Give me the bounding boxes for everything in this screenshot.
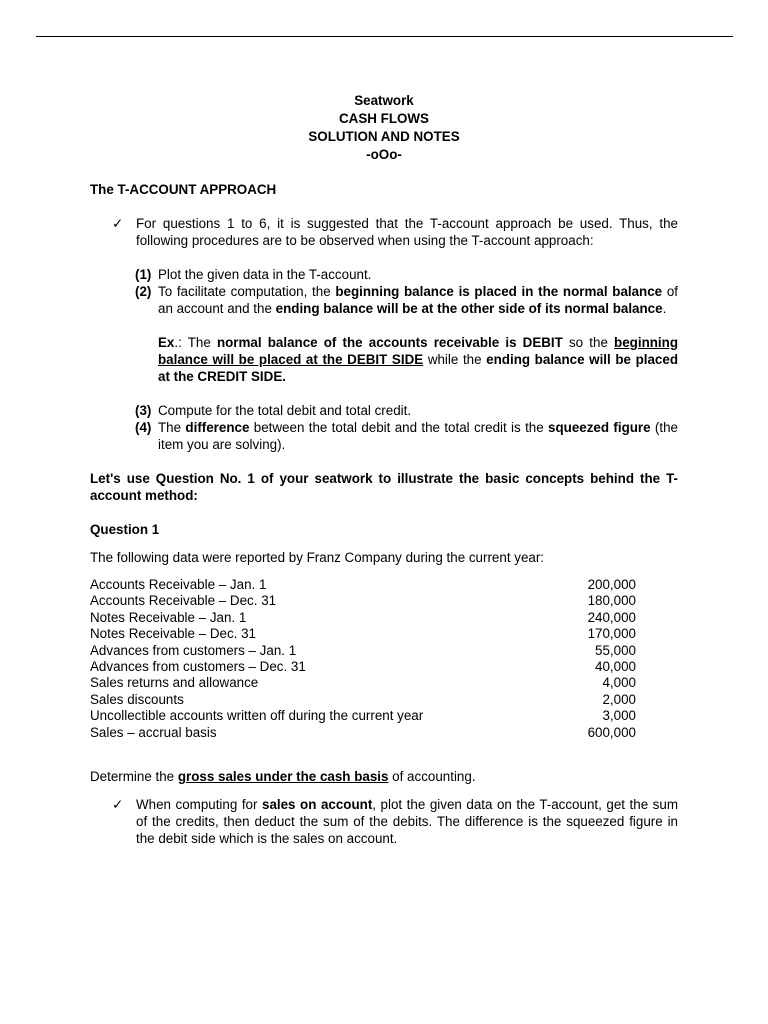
row-amount: 40,000 — [595, 659, 636, 675]
table-row — [90, 610, 636, 626]
procedure-list — [135, 266, 678, 317]
example-text: so the — [562, 335, 615, 350]
procedure-number: (1) — [135, 267, 152, 282]
table-row — [90, 708, 636, 724]
title-separator: -oOo- — [366, 147, 402, 162]
procedure-item-3 — [135, 402, 678, 419]
instruction-text: of accounting. — [388, 769, 476, 785]
table-row — [90, 593, 636, 609]
row-label: Advances from customers – Dec. 31 — [90, 659, 306, 675]
row-label: Sales – accrual basis — [90, 724, 217, 740]
row-amount: 55,000 — [595, 642, 636, 658]
bullet-text: When computing for — [136, 797, 262, 813]
procedure-text: Compute for the total debit and total credit. — [158, 403, 412, 418]
procedure-emphasis: squeezed figure — [548, 420, 651, 435]
row-amount: 2,000 — [602, 691, 636, 707]
instruction-emphasis: gross sales under the cash basis — [177, 769, 389, 785]
procedure-item-4 — [135, 419, 678, 453]
top-horizontal-rule — [36, 36, 733, 37]
example-text: .: The — [174, 335, 217, 350]
bullet-item-t-account — [90, 215, 678, 249]
procedure-emphasis: difference — [185, 420, 250, 435]
row-amount: 170,000 — [587, 626, 636, 642]
procedure-text: The — [158, 420, 186, 435]
data-table — [90, 577, 636, 741]
row-label: Accounts Receivable – Dec. 31 — [90, 593, 277, 609]
check-icon: ✓ — [112, 797, 124, 813]
question-intro: The following data were reported by Franz Company during the current year: — [90, 550, 545, 565]
section-heading: The T-ACCOUNT APPROACH — [90, 182, 277, 197]
procedure-number: (3) — [135, 403, 152, 418]
example-underlined-emphasis: beginning balance will be placed at the DEBIT SIDE — [158, 335, 679, 367]
example-text: while the — [423, 352, 487, 367]
row-label: Notes Receivable – Jan. 1 — [90, 609, 247, 625]
instruction-text: Determine the — [90, 769, 178, 785]
procedure-item-2 — [135, 283, 678, 317]
check-icon: ✓ — [112, 216, 124, 231]
row-amount: 200,000 — [587, 577, 636, 592]
procedure-number: (2) — [135, 284, 152, 299]
row-label: Notes Receivable – Dec. 31 — [90, 626, 256, 642]
table-row — [90, 626, 636, 642]
procedure-emphasis: ending balance will be at the other side of its normal balance — [275, 301, 663, 316]
bullet-text: For questions 1 to 6, it is suggested that the T-account approach be used. Thus, the following procedures are to be observed when using the T-account approach: — [136, 216, 678, 248]
question-heading: Question 1 — [90, 522, 160, 537]
illustration-intro: Let's use Question No. 1 of your seatwork to illustrate the basic concepts behind the T-account method: — [90, 471, 678, 503]
document-title-block — [90, 92, 678, 164]
table-row — [90, 659, 636, 675]
row-amount: 4,000 — [602, 675, 636, 691]
procedure-text: of an account and the — [158, 284, 679, 316]
procedure-list-continued — [135, 402, 678, 453]
row-amount: 600,000 — [587, 724, 636, 740]
row-amount: 180,000 — [587, 593, 636, 609]
procedure-text: between the total debit and the total credit is the — [249, 420, 549, 435]
row-amount: 3,000 — [602, 708, 636, 724]
document-page — [90, 92, 678, 847]
example-emphasis: normal balance of the accounts receivable is DEBIT — [216, 335, 563, 350]
procedure-emphasis: beginning balance is placed in the normal balance — [335, 284, 663, 299]
row-label: Sales discounts — [90, 691, 184, 707]
determine-instruction — [90, 768, 678, 785]
procedure-text: Plot the given data in the T-account. — [158, 267, 372, 282]
example-label: Ex — [158, 335, 175, 350]
row-label: Uncollectible accounts written off during the current year — [90, 708, 424, 724]
example-emphasis: ending balance will be placed at the CREDIT SIDE. — [158, 352, 678, 384]
table-row — [90, 675, 636, 691]
bullet-emphasis: sales on account — [262, 797, 373, 813]
title-solution-notes: SOLUTION AND NOTES — [308, 129, 460, 144]
table-row — [90, 577, 636, 593]
table-row — [90, 725, 636, 741]
title-cash-flows: CASH FLOWS — [338, 111, 429, 126]
bullet-text: , plot the given data on the T-account, get the sum of the credits, then deduct the sum of the debits. The difference is the squeezed figure in the debit side which is the sales on account. — [136, 797, 678, 847]
procedure-text: . — [662, 301, 667, 316]
table-row — [90, 692, 636, 708]
row-label: Advances from customers – Jan. 1 — [90, 642, 297, 658]
procedure-item-1 — [135, 266, 678, 283]
row-label: Accounts Receivable – Jan. 1 — [90, 577, 267, 592]
row-label: Sales returns and allowance — [90, 675, 259, 691]
row-amount: 240,000 — [587, 609, 636, 625]
procedure-text: (the item you are solving). — [158, 420, 679, 452]
procedure-text: To facilitate computation, the — [158, 284, 336, 299]
procedure-number: (4) — [135, 420, 152, 435]
example-note — [158, 334, 678, 385]
title-seatwork: Seatwork — [354, 93, 414, 108]
table-row — [90, 643, 636, 659]
bullet-item-sales-on-account — [90, 796, 678, 847]
